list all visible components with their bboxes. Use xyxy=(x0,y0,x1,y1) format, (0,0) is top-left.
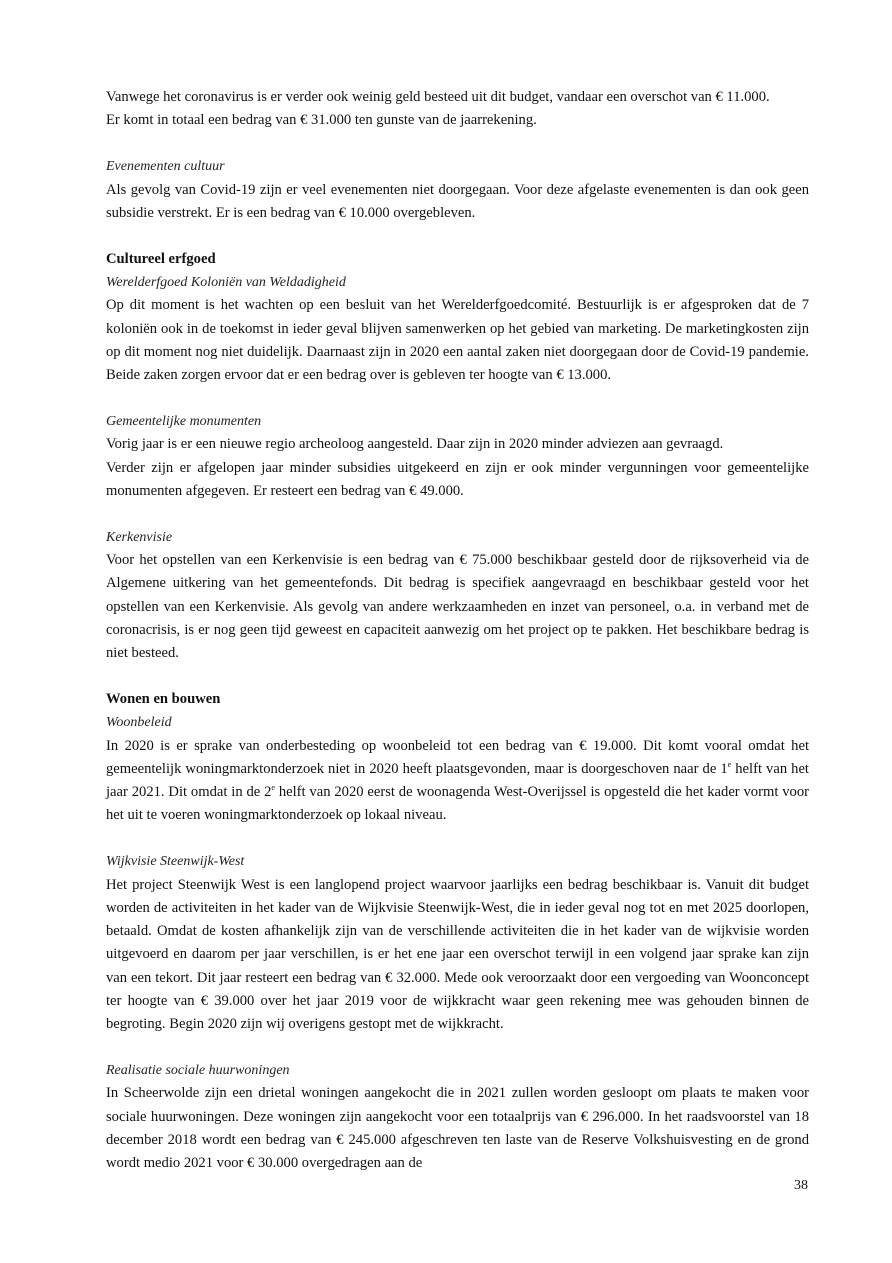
woonbeleid-sup-a: e xyxy=(727,759,732,769)
woonbeleid-text-c: helft van 2020 eerst de woonagenda West-Overijssel is opgesteld die het kader vormt voor het uit te voeren woningmarktonderzoek op lokaal niveau. xyxy=(106,784,809,824)
woonbeleid-subtitle: Woonbeleid xyxy=(106,715,172,731)
kolonien-subtitle: Werelderfgoed Koloniën van Weldadigheid xyxy=(106,275,346,291)
wijkvisie-text: Het project Steenwijk West is een langlopend project waarvoor jaarlijks een bedrag beschikbaar is. Vanuit dit budget worden de activiteiten in het kader van de Wijkvisie Steenwijk-West, die in ieder geval nog tot en met 2025 doorlopen, betaald. Omdat de kosten afhankelijk zijn van de verschillende activiteiten die in het kader van de wijkvisie worden uitgevoerd en daarom per jaar verschillen, is er het ene jaar een overschot terwijl in een volgend jaar sprake kan zijn van een tekort. Dit jaar resteert een bedrag van € 32.000. Mede ook veroorzaakt door een vergoeding van Woonconcept ter hoogte van € 39.000 over het jaar 2019 voor de wijkkracht waar geen rekening mee was gehouden binnen de begroting. Begin 2020 zijn wij overigens gestopt met de wijkkracht. xyxy=(106,876,809,1032)
kerkenvisie-text: Voor het opstellen van een Kerkenvisie is een bedrag van € 75.000 beschikbaar gesteld door de rijksoverheid via de Algemene uitkering van het gemeentefonds. Dit bedrag is specifiek aangevraagd en beschikbaar gesteld voor het opstellen van een Kerkenvisie. Als gevolg van andere werkzaamheden en inzet van personeel, o.a. in verband met de coronacrisis, is er nog geen tijd geweest en capaciteit aanwezig om het project op te pakken. Het beschikbare bedrag is niet besteed. xyxy=(106,552,809,662)
page-number: 38 xyxy=(794,1178,808,1193)
wonen-bouwen-heading: Wonen en bouwen xyxy=(106,691,221,708)
monumenten-line-1: Vorig jaar is er een nieuwe regio archeoloog aangesteld. Daar zijn in 2020 minder adviezen aan gevraagd. xyxy=(106,436,724,453)
wijkvisie-subtitle: Wijkvisie Steenwijk-West xyxy=(106,854,245,870)
intro-paragraph-2: Er komt in totaal een bedrag van € 31.000 ten gunste van de jaarrekening. xyxy=(106,112,537,129)
woonbeleid-sup-b: e xyxy=(271,783,275,793)
woonbeleid-text xyxy=(106,735,809,828)
evenementen-text: Als gevolg van Covid-19 zijn er veel evenementen niet doorgegaan. Voor deze afgelaste evenementen is dan ook geen subsidie verstrekt. Er is een bedrag van € 10.000 overgebleven. xyxy=(106,181,809,221)
monumenten-line-2: Verder zijn er afgelopen jaar minder subsidies uitgekeerd en zijn er ook minder vergunningen voor gemeentelijke monumenten afgegeven. Er resteert een bedrag van € 49.000. xyxy=(106,459,809,499)
woonbeleid-text-a: In 2020 is er sprake van onderbesteding op woonbeleid tot een bedrag van € 19.000. Dit komt vooral omdat het gemeentelijk woningmarktonderzoek niet in 2020 heeft plaatsgevonden, maar is doorgeschoven naar de 1 xyxy=(106,737,809,777)
document-page xyxy=(106,86,809,1175)
kerkenvisie-subtitle: Kerkenvisie xyxy=(106,530,173,546)
cultureel-erfgoed-heading: Cultureel erfgoed xyxy=(106,251,216,268)
sociale-huurwoningen-subtitle: Realisatie sociale huurwoningen xyxy=(106,1063,290,1079)
woonbeleid-text-b: helft van het jaar 2021. Dit omdat in de 2 xyxy=(106,760,809,801)
evenementen-subtitle: Evenementen cultuur xyxy=(106,159,225,175)
kolonien-text: Op dit moment is het wachten op een besluit van het Werelderfgoedcomité. Bestuurlijk is er afgesproken dat de 7 koloniën ook in de toekomst in ieder geval blijven samenwerken op het gebied van marketing. De marketingkosten zijn op dit moment nog niet duidelijk. Daarnaast zijn in 2020 een aantal zaken niet doorgegaan door de Covid-19 pandemie. Beide zaken zorgen ervoor dat er een bedrag over is gebleven ter hoogte van € 13.000. xyxy=(106,297,809,384)
sociale-huurwoningen-text: In Scheerwolde zijn een drietal woningen aangekocht die in 2021 zullen worden gesloopt om plaats te maken voor sociale huurwoningen. Deze woningen zijn aangekocht voor een totaalprijs van € 296.000. In het raadsvoorstel van 18 december 2018 wordt een bedrag van € 245.000 afgeschreven ten laste van de Reserve Volkshuisvesting en de grond wordt medio 2021 voor € 30.000 overgedragen aan de xyxy=(106,1085,809,1171)
monumenten-subtitle: Gemeentelijke monumenten xyxy=(106,414,262,430)
intro-paragraph-1: Vanwege het coronavirus is er verder ook weinig geld besteed uit dit budget, vandaar een overschot van € 11.000. xyxy=(106,89,770,105)
